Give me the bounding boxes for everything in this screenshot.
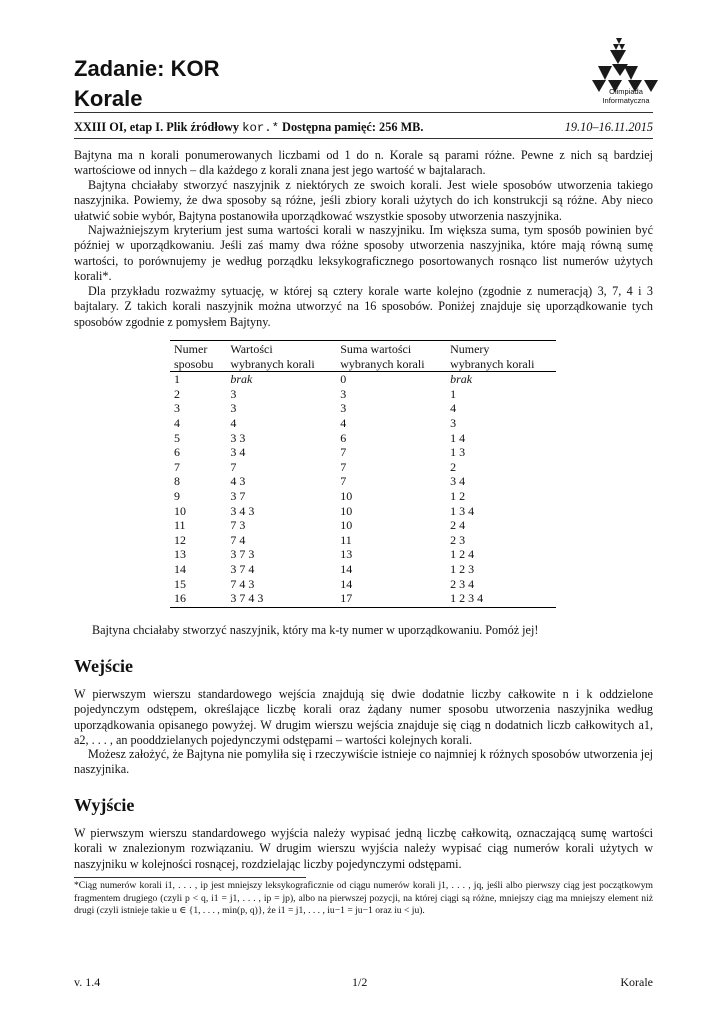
- table-row: [170, 518, 556, 533]
- table-cell: 7: [340, 445, 347, 460]
- table-cell: 3 7 4: [230, 561, 255, 576]
- table-cell: 2 3: [450, 532, 466, 547]
- table-cell: 4: [230, 415, 237, 430]
- table-header-row: [170, 357, 556, 372]
- table-cell: 7 4 3: [230, 576, 255, 591]
- table-row: [170, 445, 556, 460]
- output-heading: Wyjście: [74, 795, 135, 815]
- table-row: [170, 372, 556, 387]
- table-cell: 7: [174, 459, 180, 474]
- table-row: [170, 577, 556, 592]
- table-cell: 2: [450, 459, 457, 474]
- table-cell: 11: [340, 532, 352, 547]
- table-cell: 3 3: [230, 430, 246, 445]
- table-cell: 3 7 3: [230, 547, 255, 562]
- table-cell: 17: [336, 591, 446, 607]
- table-cell: 14: [340, 576, 353, 591]
- logo-text-line1: Olimpiada: [609, 87, 643, 96]
- input-paragraph-2: Możesz założyć, że Bajtyna nie pomyliła się i rzeczywiście istnieje co najmniej k różnych sposobów utworzenia jej naszyjnika.: [74, 747, 653, 777]
- table-row: [170, 533, 556, 548]
- table-cell: 11: [174, 518, 186, 533]
- meta-line: [74, 120, 653, 135]
- header-col1: sposobu: [170, 357, 226, 372]
- logo-text: [586, 88, 666, 105]
- table-cell: 4: [174, 415, 180, 430]
- footer-version: v. 1.4: [74, 975, 101, 989]
- table-cell: 3 7: [230, 488, 246, 503]
- table-cell: 1 3 4: [450, 503, 475, 518]
- table-cell: 1: [450, 386, 457, 401]
- table-cell: 1 3: [450, 445, 466, 460]
- table-cell: 7 4: [230, 532, 246, 547]
- paragraph-3: Najważniejszym kryterium jest suma wartości korali w naszyjniku. Im większa suma, tym sposób powinien być później w uporządkowaniu. Jeśli zaś mamy dwa różne sposoby utworzenia naszyjnika, które mają równą sumę wartości, to porównujemy je według porządku leksykograficznego posortowanych rosnąco list numerów użytych korali*.: [74, 223, 653, 283]
- table-cell: 5: [174, 430, 180, 445]
- table-cell: 10: [340, 488, 353, 503]
- meta-rule: [74, 138, 653, 139]
- table-cell: 3: [340, 401, 347, 416]
- ordering-table: [170, 340, 556, 608]
- table-row: [170, 591, 556, 607]
- meta-dates: 19.10–16.11.2015: [564, 120, 653, 134]
- table-cell: 7: [230, 459, 237, 474]
- footnote-rule: [74, 877, 306, 878]
- table-row: [170, 504, 556, 519]
- table-cell: 3: [450, 415, 457, 430]
- task-name: Korale: [74, 86, 143, 111]
- table-cell: brak: [230, 372, 253, 387]
- table-cell: 9: [174, 488, 180, 503]
- output-paragraph-1: W pierwszym wierszu standardowego wyjścia należy wypisać jedną liczbę całkowitą, oznaczającą sumę wartości korali w znalezionym rozwiązaniu. W drugim wierszu wyjścia należy wypisać ciąg numerów korali użytych w naszyjniku w kolejności rosnącej, rozdzielając liczby pojedynczymi odstępami.: [74, 826, 653, 871]
- task-title: Zadanie: KOR: [74, 56, 220, 81]
- table-cell: 10: [340, 503, 353, 518]
- table-cell: 1 2 4: [450, 547, 475, 562]
- logo-text-line2: Informatyczna: [602, 95, 650, 105]
- table-cell: 3: [340, 386, 347, 401]
- header-col4: wybranych korali: [446, 357, 556, 372]
- table-row: [170, 416, 556, 431]
- table-cell: 4: [450, 401, 457, 416]
- paragraph-2: Bajtyna chciałaby stworzyć naszyjnik z niektórych ze swoich korali. Jest wiele sposobów utworzenia takiego naszyjnika. Powiemy, że dwa sposoby są różne, jeśli zbiory korali użytych do ich konstrukcji są różne. Aby nieco ułatwić sobie wybór, Bajtyna postanowiła uporządkować wszystkie sposoby utworzenia naszyjnika.: [74, 178, 653, 223]
- table-cell: 2: [174, 386, 180, 401]
- table-row: [170, 562, 556, 577]
- table-row: [170, 431, 556, 446]
- table-cell: 6: [340, 430, 347, 445]
- table-cell: 2 3 4: [450, 576, 475, 591]
- table-cell: 16: [170, 591, 226, 607]
- header-rule: [74, 112, 653, 113]
- table-cell: 4 3: [230, 474, 246, 489]
- table-cell: 10: [340, 518, 353, 533]
- table-row: [170, 474, 556, 489]
- table-cell: 1 2 3: [450, 561, 475, 576]
- meta-code: kor.*: [242, 121, 279, 135]
- table-cell: 15: [174, 576, 186, 591]
- meta-left: [74, 120, 423, 134]
- table-cell: 6: [174, 445, 180, 460]
- table-cell: 13: [340, 547, 353, 562]
- header-col1: Numer: [170, 341, 226, 357]
- table-cell: 3: [230, 386, 237, 401]
- header-col3: wybranych korali: [336, 357, 446, 372]
- table-cell: 12: [174, 532, 186, 547]
- table-cell: 1 4: [450, 430, 466, 445]
- table-cell: 1 2 3 4: [446, 591, 556, 607]
- footer-name: Korale: [620, 975, 653, 989]
- header-col2: Wartości: [226, 341, 336, 357]
- table-cell: 2 4: [450, 518, 466, 533]
- table-cell: brak: [450, 372, 473, 387]
- table-cell: 1 2: [450, 488, 466, 503]
- meta-left-a: XXIII OI, etap I. Plik źródłowy: [74, 120, 243, 134]
- header-col3: Suma wartości: [336, 341, 446, 357]
- paragraph-4: Dla przykładu rozważmy sytuację, w której są cztery korale warte kolejno (zgodnie z numeracją) 3, 7, 4 i 3 bajtalary. Z takich korali naszyjnik można utworzyć na 16 sposobów. Poniżej znajduje się uporządkowanie tych sposobów zgodnie z pomysłem Bajtyny.: [74, 284, 653, 329]
- table-header-row: [170, 341, 556, 357]
- table-cell: 3 4: [450, 474, 466, 489]
- footer-page: 1/2: [352, 975, 368, 989]
- table-cell: 3 4: [230, 445, 246, 460]
- table-cell: 7 3: [230, 518, 246, 533]
- header-col2: wybranych korali: [226, 357, 336, 372]
- table-cell: 7: [340, 459, 347, 474]
- table-row: [170, 489, 556, 504]
- table-row: [170, 387, 556, 402]
- table-cell: 7: [340, 474, 347, 489]
- table-cell: 4: [340, 415, 347, 430]
- table-cell: 3: [174, 401, 180, 416]
- table-cell: 3 4 3: [230, 503, 255, 518]
- paragraph-1: Bajtyna ma n korali ponumerowanych liczbami od 1 do n. Korale są parami różne. Pewne z nich są bardziej wartościowe od innych – dla każdego z korali znana jest jego wartość w bajtalarach.: [74, 148, 653, 178]
- header-col4: Numery: [446, 341, 556, 357]
- table-cell: 10: [174, 503, 186, 518]
- table-row: [170, 460, 556, 475]
- table-cell: 14: [174, 561, 186, 576]
- input-paragraph-1: W pierwszym wierszu standardowego wejścia znajdują się dwie dodatnie liczby całkowite n i k oddzielone pojedynczym odstępem, określające liczbę korali oraz żądany numer sposobu utworzenia naszyjnika według uporządkowania opisanego powyżej. W drugim wierszu wejścia znajduje się ciąg n dodatnich liczb całkowitych a1, a2, . . . , an pooddzielanych pojedynczymi odstępami – wartości kolejnych korali.: [74, 687, 653, 747]
- table-row: [170, 547, 556, 562]
- table-row: [170, 401, 556, 416]
- table-cell: 3 7 4 3: [226, 591, 336, 607]
- paragraph-5: Bajtyna chciałaby stworzyć naszyjnik, który ma k-ty numer w uporządkowaniu. Pomóż jej!: [92, 623, 539, 637]
- meta-left-b: Dostępna pamięć: 256 MB.: [278, 120, 424, 134]
- table-cell: 14: [340, 561, 353, 576]
- footnote: *Ciąg numerów korali i1, . . . , ip jest mniejszy leksykograficznie od ciągu numerów korali j1, . . . , jq, jeśli albo pierwszy ciąg jest początkowym fragmentem drugiego (czyli p < q, i1 = j1, . . . , ip = jp), albo na pierwszej pozycji, na której ciągi są różne, mniejszy ciąg ma mniejszy element niż drugi (czyli istnieje takie u ∈ {1, . . . , min(p, q)}, że i1 = j1, . . . , iu−1 = ju−1 oraz iu < ju).: [74, 880, 653, 916]
- table-cell: 13: [174, 547, 186, 562]
- table-cell: 3: [230, 401, 237, 416]
- table-cell: 0: [340, 372, 347, 387]
- input-heading: Wejście: [74, 656, 133, 676]
- table-cell: 1: [174, 372, 180, 387]
- table-cell: 8: [174, 474, 180, 489]
